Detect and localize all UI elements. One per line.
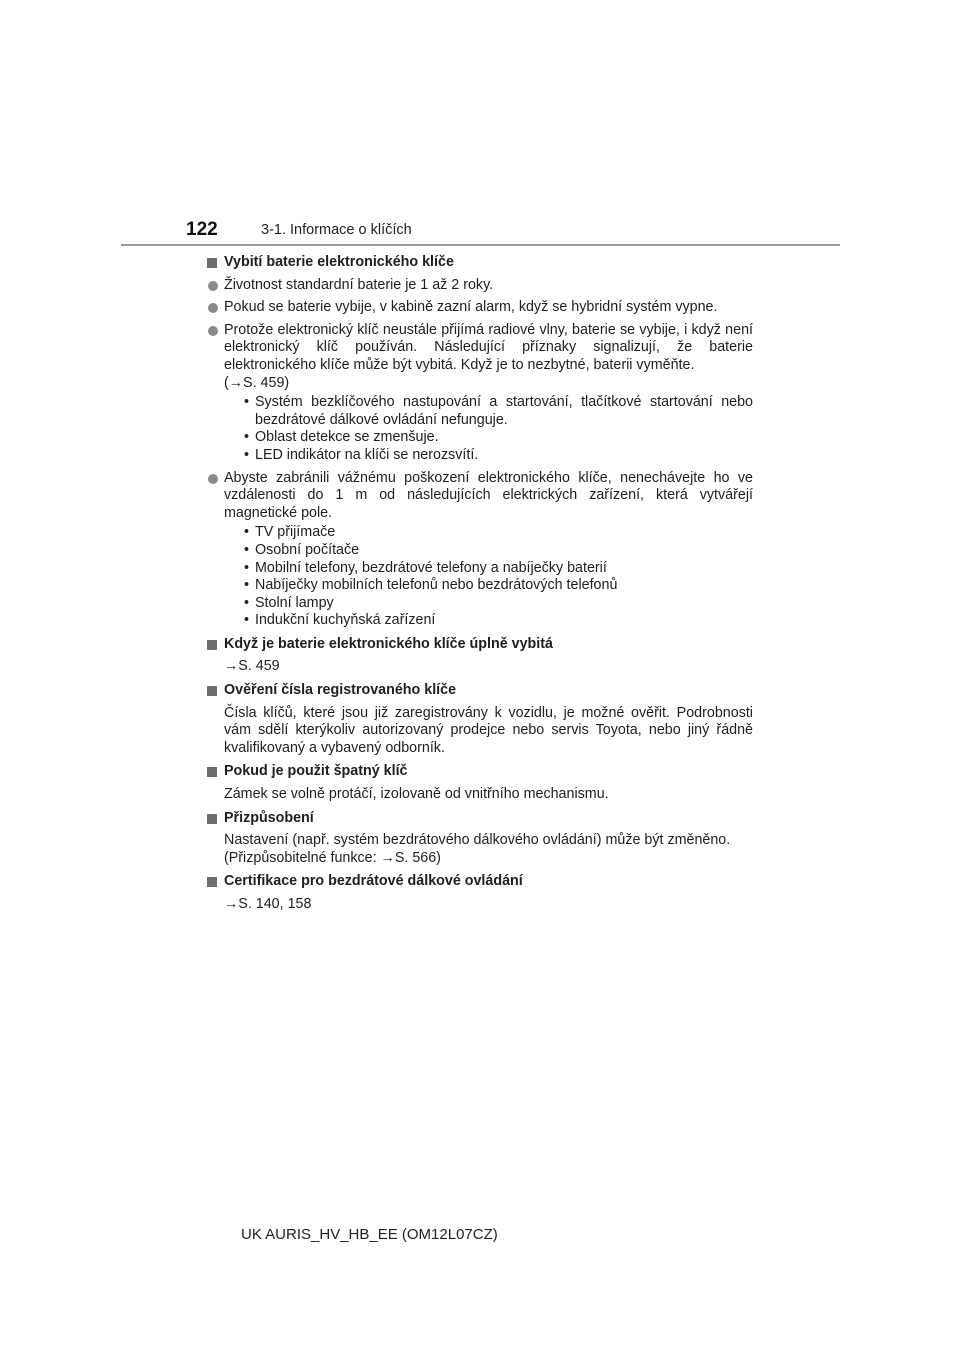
page-reference: →S. 140, 158 bbox=[224, 896, 312, 912]
square-bullet-icon bbox=[207, 686, 217, 696]
section-heading-text: Když je baterie elektronického klíče úplně vybitá bbox=[224, 635, 553, 652]
sub-list-item bbox=[224, 429, 753, 447]
round-bullet-icon bbox=[208, 326, 218, 336]
section-heading bbox=[207, 763, 753, 781]
document-code: UK AURIS_HV_HB_EE (OM12L07CZ) bbox=[241, 1226, 498, 1243]
sub-list-item bbox=[224, 394, 753, 429]
section-key-number-check bbox=[207, 682, 753, 757]
header-divider bbox=[121, 244, 840, 246]
section-title: 3-1. Informace o klíčích bbox=[261, 222, 412, 238]
section-battery-depletion bbox=[207, 254, 753, 630]
section-heading-text: Pokud je použit špatný klíč bbox=[224, 763, 408, 780]
page-reference: (Přizpůsobitelné funkce: →S. 566) bbox=[224, 849, 441, 866]
section-heading-text: Ověření čísla registrovaného klíče bbox=[224, 682, 457, 699]
device-list bbox=[224, 524, 753, 630]
sub-list-item bbox=[224, 595, 753, 613]
sub-list-text: Stolní lampy bbox=[255, 594, 334, 611]
bullet-item bbox=[207, 299, 753, 317]
section-paragraph: Čísla klíčů, které jsou již zaregistrovány k vozidlu, je možné ověřit. Podrobnosti vám sdělí kterýkoliv autorizovaný prodejce nebo servis Toyota, nebo jiný řádně kvalifikovaný a vybavený odborník. bbox=[224, 704, 753, 756]
square-bullet-icon bbox=[207, 640, 217, 650]
bullet-item bbox=[207, 470, 753, 630]
square-bullet-icon bbox=[207, 258, 217, 268]
dot-bullet-icon: • bbox=[244, 594, 250, 611]
sub-list-item bbox=[224, 577, 753, 595]
sub-list-text: Systém bezklíčového nastupování a startování, tlačítkové startování nebo bezdrátové dálkové ovládání nefunguje. bbox=[255, 394, 753, 428]
round-bullet-icon bbox=[208, 281, 218, 291]
page-number: 122 bbox=[186, 219, 218, 240]
symptom-list bbox=[224, 394, 753, 464]
sub-list-text: LED indikátor na klíči se nerozsvítí. bbox=[255, 446, 479, 463]
dot-bullet-icon: • bbox=[244, 429, 250, 446]
square-bullet-icon bbox=[207, 877, 217, 887]
section-heading bbox=[207, 254, 753, 272]
sub-list-item bbox=[224, 447, 753, 465]
page-header bbox=[0, 0, 960, 250]
section-heading-text: Certifikace pro bezdrátové dálkové ovládání bbox=[224, 873, 523, 890]
page-reference: →S. 459 bbox=[224, 658, 280, 675]
bullet-text: Protože elektronický klíč neustále přijímá radiové vlny, baterie se vybije, i když není elektronický klíč používán. Následující příznaky signalizují, že baterie elektronického klíče může být vybitá. Když je to nezbytné, baterii vyměňte. bbox=[224, 321, 753, 373]
section-customization bbox=[207, 810, 753, 868]
dot-bullet-icon: • bbox=[244, 446, 250, 463]
section-heading-text: Vybití baterie elektronického klíče bbox=[224, 254, 454, 270]
dot-bullet-icon: • bbox=[244, 559, 250, 576]
bullet-text: Pokud se baterie vybije, v kabině zazní alarm, když se hybridní systém vypne. bbox=[224, 299, 718, 316]
section-heading-text: Přizpůsobení bbox=[224, 809, 314, 826]
bullet-item bbox=[207, 322, 753, 465]
section-heading bbox=[207, 636, 753, 654]
sub-list-text: Indukční kuchyňská zařízení bbox=[255, 612, 436, 629]
sub-list-text: Mobilní telefony, bezdrátové telefony a nabíječky baterií bbox=[255, 559, 607, 576]
sub-list-text: TV přijímače bbox=[255, 524, 336, 541]
section-certification bbox=[207, 873, 753, 913]
sub-list-text: Osobní počítače bbox=[255, 541, 360, 558]
section-paragraph: Zámek se volně protáčí, izolovaně od vnitřního mechanismu. bbox=[224, 786, 609, 803]
dot-bullet-icon: • bbox=[244, 524, 250, 541]
dot-bullet-icon: • bbox=[244, 612, 250, 629]
section-heading bbox=[207, 682, 753, 700]
round-bullet-icon bbox=[208, 474, 218, 484]
sub-list-item bbox=[224, 524, 753, 542]
square-bullet-icon bbox=[207, 814, 217, 824]
bullet-item bbox=[207, 277, 753, 295]
dot-bullet-icon: • bbox=[244, 541, 250, 558]
sub-list-item bbox=[224, 612, 753, 630]
page-content bbox=[207, 254, 753, 920]
section-heading bbox=[207, 810, 753, 828]
sub-list-text: Oblast detekce se zmenšuje. bbox=[255, 429, 439, 446]
section-heading bbox=[207, 873, 753, 891]
bullet-text: Životnost standardní baterie je 1 až 2 roky. bbox=[224, 276, 494, 293]
dot-bullet-icon: • bbox=[244, 577, 250, 594]
square-bullet-icon bbox=[207, 767, 217, 777]
section-wrong-key bbox=[207, 763, 753, 803]
sub-list-text: Nabíječky mobilních telefonů nebo bezdrátových telefonů bbox=[255, 577, 618, 594]
sub-list-item bbox=[224, 560, 753, 578]
dot-bullet-icon: • bbox=[244, 394, 250, 411]
round-bullet-icon bbox=[208, 303, 218, 313]
section-paragraph: Nastavení (např. systém bezdrátového dálkového ovládání) může být změněno. bbox=[224, 832, 731, 849]
page-reference: (→S. 459) bbox=[224, 374, 290, 391]
bullet-text: Abyste zabránili vážnému poškození elektronického klíče, nenechávejte ho ve vzdálenosti do 1 m od následujících elektrických zařízení, která vytvářejí magnetické pole. bbox=[224, 469, 753, 521]
sub-list-item bbox=[224, 542, 753, 560]
section-battery-fully-depleted bbox=[207, 636, 753, 676]
